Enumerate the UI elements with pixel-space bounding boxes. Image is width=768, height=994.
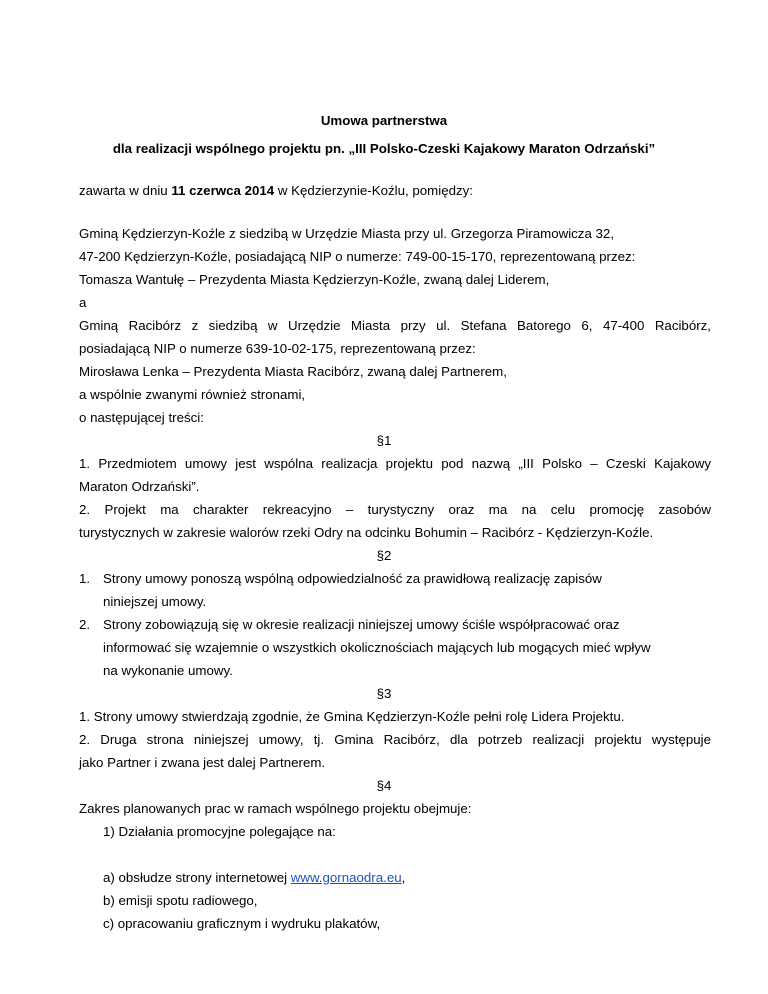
- party1-line3: Tomasza Wantułę – Prezydenta Miasta Kędzierzyn-Koźle, zwaną dalej Liderem,: [79, 272, 550, 287]
- section4-item-c: c) opracowaniu graficznym i wydruku plakatów,: [103, 916, 381, 931]
- section2-item2-text: Strony zobowiązują się w okresie realizacji niniejszej umowy ściśle współpracować oraz: [103, 617, 620, 632]
- party2-line2: posiadającą NIP o numerze 639-10-02-175, reprezentowaną przez:: [79, 341, 476, 356]
- section1-heading: §1: [376, 433, 392, 448]
- party2-line3: Mirosława Lenka – Prezydenta Miasta Racibórz, zwaną dalej Partnerem,: [79, 364, 507, 379]
- section3-p2-line1: 2. Druga strona niniejszej umowy, tj. Gmina Racibórz, dla potrzeb realizacji projektu występuje: [79, 732, 711, 747]
- section3-p2-line2: jako Partner i zwana jest dalej Partnerem.: [79, 755, 326, 770]
- section4-heading: §4: [376, 778, 392, 793]
- party1-line1: Gminą Kędzierzyn-Koźle z siedzibą w Urzędzie Miasta przy ul. Grzegorza Piramowicza 32,: [79, 226, 615, 241]
- section2-heading: §2: [376, 548, 392, 563]
- section2-item1-line1: [79, 571, 602, 587]
- parties-content: o następującej treści:: [79, 410, 204, 425]
- section4-item-a-suffix: ,: [401, 870, 406, 885]
- section1-p2-line2: turystycznych w zakresie walorów rzeki Odry na odcinku Bohumin – Racibórz - Kędzierzyn-Koźle.: [79, 525, 654, 540]
- section1-p1-line2: Maraton Odrzański”.: [79, 479, 200, 494]
- intro-suffix: w Kędzierzynie-Koźlu, pomiędzy:: [274, 183, 473, 198]
- parties-jointly: a wspólnie zwanymi również stronami,: [79, 387, 306, 402]
- section3-p1: 1. Strony umowy stwierdzają zgodnie, że Gmina Kędzierzyn-Koźle pełni rolę Lidera Projektu.: [79, 709, 625, 724]
- section2-item2-line2: informować się wzajemnie o wszystkich okolicznościach mających lub mogących mieć wpływ: [103, 640, 651, 655]
- section4-item-a: [103, 870, 405, 886]
- section1-p1-line1: 1. Przedmiotem umowy jest wspólna realizacja projektu pod nazwą „III Polsko – Czeski Kajakowy: [79, 456, 711, 471]
- section2-item1-line2: niniejszej umowy.: [103, 594, 207, 609]
- website-link[interactable]: www.gornaodra.eu: [290, 870, 402, 885]
- section2-item2-line1: [79, 617, 620, 633]
- intro-date: 11 czerwca 2014: [171, 183, 275, 198]
- intro-line: [79, 183, 473, 199]
- party2-line1: Gminą Racibórz z siedzibą w Urzędzie Miasta przy ul. Stefana Batorego 6, 47-400 Racibórz,: [79, 318, 711, 333]
- document-title: Umowa partnerstwa: [320, 113, 448, 128]
- section2-item2-line3: na wykonanie umowy.: [103, 663, 233, 678]
- party-and: a: [79, 295, 87, 310]
- section4-intro: Zakres planowanych prac w ramach wspólnego projektu obejmuje:: [79, 801, 472, 816]
- section4-item-b: b) emisji spotu radiowego,: [103, 893, 258, 908]
- section2-item1-text: Strony umowy ponoszą wspólną odpowiedzialność za prawidłową realizację zapisów: [103, 571, 602, 586]
- section3-heading: §3: [376, 686, 392, 701]
- section2-item1-number: 1.: [79, 571, 91, 586]
- section2-item2-number: 2.: [79, 617, 91, 632]
- section4-item-a-prefix: a) obsłudze strony internetowej: [103, 870, 291, 885]
- party1-line2: 47-200 Kędzierzyn-Koźle, posiadającą NIP o numerze: 749-00-15-170, reprezentowaną przez:: [79, 249, 636, 264]
- section1-p2-line1: 2. Projekt ma charakter rekreacyjno – turystyczny oraz ma na celu promocję zasobów: [79, 502, 711, 517]
- document-subtitle: dla realizacji wspólnego projektu pn. „III Polsko-Czeski Kajakowy Maraton Odrzański”: [112, 141, 656, 156]
- intro-prefix: zawarta w dniu: [79, 183, 172, 198]
- section4-item1: 1) Działania promocyjne polegające na:: [103, 824, 336, 839]
